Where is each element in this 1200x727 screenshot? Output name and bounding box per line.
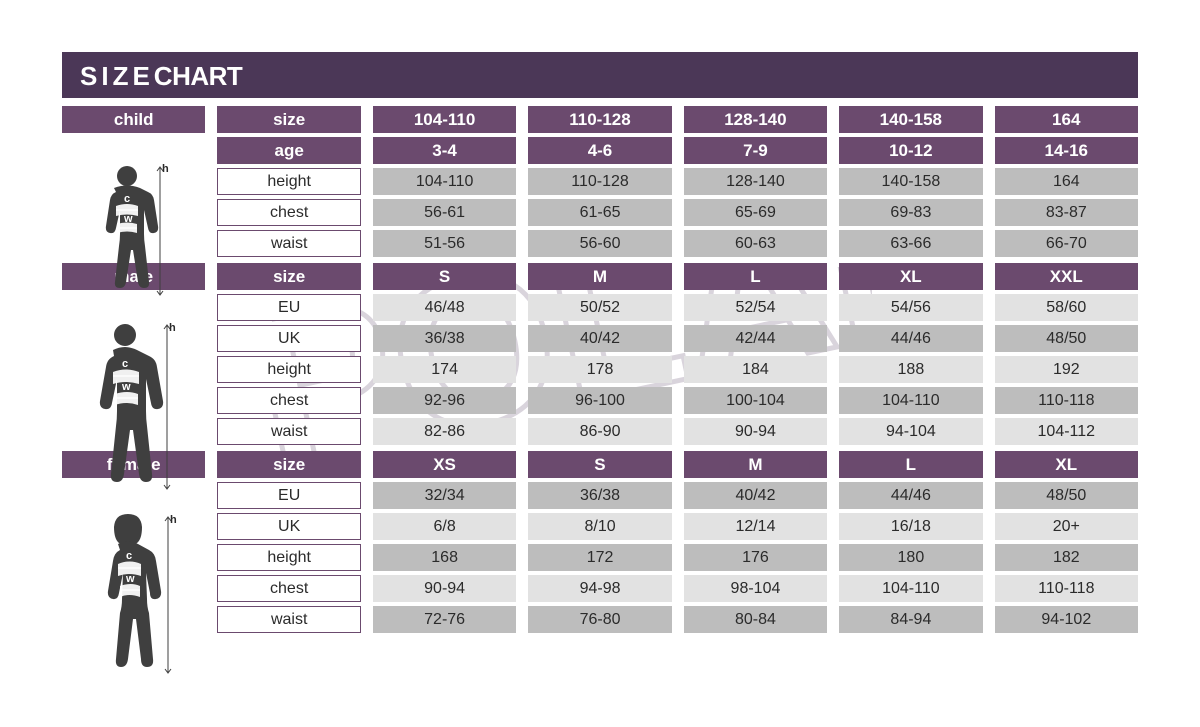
- value-cell: 82-86: [373, 418, 516, 445]
- attr-label: UK: [217, 513, 360, 540]
- attr-label: EU: [217, 482, 360, 509]
- value-cell: 51-56: [373, 230, 516, 257]
- value-cell: 4-6: [528, 137, 671, 164]
- value-cell: 66-70: [995, 230, 1138, 257]
- page-title-word2: CHART: [153, 61, 243, 91]
- attr-label: age: [217, 137, 360, 164]
- value-cell: 110-118: [995, 387, 1138, 414]
- value-cell: 56-61: [373, 199, 516, 226]
- attr-label: height: [217, 168, 360, 195]
- svg-text:w: w: [126, 573, 135, 585]
- value-cell: 44/46: [839, 325, 982, 352]
- value-cell: 182: [995, 544, 1138, 571]
- table-row: [62, 137, 1138, 164]
- value-cell: 180: [839, 544, 982, 571]
- group-label-male: male: [62, 263, 205, 290]
- value-cell: 90-94: [684, 418, 827, 445]
- value-cell: 56-60: [528, 230, 671, 257]
- attr-label: chest: [217, 387, 360, 414]
- value-cell: 128-140: [684, 168, 827, 195]
- value-cell: 3-4: [373, 137, 516, 164]
- value-cell: 63-66: [839, 230, 982, 257]
- value-cell: 36/38: [528, 482, 671, 509]
- attr-label: size: [217, 263, 360, 290]
- value-cell: 104-112: [995, 418, 1138, 445]
- male-body-figure: [67, 320, 207, 501]
- svg-text:c: c: [126, 550, 133, 562]
- value-cell: 61-65: [528, 199, 671, 226]
- svg-text:c: c: [124, 193, 131, 205]
- value-cell: 16/18: [839, 513, 982, 540]
- attr-label: EU: [217, 294, 360, 321]
- table-row: [62, 575, 1138, 602]
- value-cell: M: [528, 263, 671, 290]
- attr-label: size: [217, 451, 360, 478]
- value-cell: 20+: [995, 513, 1138, 540]
- table-row: [62, 482, 1138, 509]
- value-cell: 94-98: [528, 575, 671, 602]
- attr-label: height: [217, 544, 360, 571]
- value-cell: 65-69: [684, 199, 827, 226]
- value-cell: 69-83: [839, 199, 982, 226]
- value-cell: 98-104: [684, 575, 827, 602]
- value-cell: 140-158: [839, 168, 982, 195]
- value-cell: 54/56: [839, 294, 982, 321]
- value-cell: 36/38: [373, 325, 516, 352]
- table-row: [62, 199, 1138, 226]
- attr-label: size: [217, 106, 360, 133]
- value-cell: S: [528, 451, 671, 478]
- attr-label: waist: [217, 606, 360, 633]
- value-cell: 110-128: [528, 168, 671, 195]
- value-cell: 14-16: [995, 137, 1138, 164]
- table-row: [62, 263, 1138, 290]
- female-body-figure: [70, 512, 210, 685]
- value-cell: 83-87: [995, 199, 1138, 226]
- value-cell: 32/34: [373, 482, 516, 509]
- value-cell: 168: [373, 544, 516, 571]
- value-cell: 140-158: [839, 106, 982, 133]
- value-cell: 50/52: [528, 294, 671, 321]
- size-chart-page: [62, 52, 1138, 657]
- title-bar: [62, 52, 1138, 98]
- value-cell: 96-100: [528, 387, 671, 414]
- value-cell: 46/48: [373, 294, 516, 321]
- value-cell: 100-104: [684, 387, 827, 414]
- value-cell: 42/44: [684, 325, 827, 352]
- value-cell: 104-110: [839, 387, 982, 414]
- table-row: [62, 106, 1138, 133]
- value-cell: 92-96: [373, 387, 516, 414]
- value-cell: 110-118: [995, 575, 1138, 602]
- table-row: [62, 451, 1138, 478]
- svg-text:h: h: [170, 514, 177, 526]
- value-cell: 40/42: [684, 482, 827, 509]
- table-row: [62, 230, 1138, 257]
- svg-text:w: w: [122, 381, 131, 393]
- value-cell: 94-104: [839, 418, 982, 445]
- spacer-cell: [62, 137, 205, 164]
- table-row: [62, 418, 1138, 445]
- value-cell: 104-110: [373, 106, 516, 133]
- value-cell: 86-90: [528, 418, 671, 445]
- page-title: [80, 61, 242, 92]
- svg-text:c: c: [122, 358, 129, 370]
- value-cell: 84-94: [839, 606, 982, 633]
- size-table: [62, 106, 1138, 637]
- value-cell: 90-94: [373, 575, 516, 602]
- group-label-child: child: [62, 106, 205, 133]
- value-cell: XL: [839, 263, 982, 290]
- value-cell: 58/60: [995, 294, 1138, 321]
- page-title-word1: SIZE: [80, 61, 154, 91]
- value-cell: 76-80: [528, 606, 671, 633]
- value-cell: L: [839, 451, 982, 478]
- value-cell: 178: [528, 356, 671, 383]
- value-cell: 104-110: [839, 575, 982, 602]
- value-cell: 6/8: [373, 513, 516, 540]
- value-cell: XXL: [995, 263, 1138, 290]
- table-row: [62, 325, 1138, 352]
- table-row: [62, 387, 1138, 414]
- value-cell: 40/42: [528, 325, 671, 352]
- value-cell: 172: [528, 544, 671, 571]
- table-row: [62, 606, 1138, 633]
- value-cell: 188: [839, 356, 982, 383]
- table-row: [62, 294, 1138, 321]
- table-row: [62, 356, 1138, 383]
- attr-label: UK: [217, 325, 360, 352]
- value-cell: 128-140: [684, 106, 827, 133]
- value-cell: 192: [995, 356, 1138, 383]
- value-cell: 72-76: [373, 606, 516, 633]
- value-cell: 110-128: [528, 106, 671, 133]
- table-row: [62, 544, 1138, 571]
- value-cell: 176: [684, 544, 827, 571]
- value-cell: XS: [373, 451, 516, 478]
- table-row: [62, 168, 1138, 195]
- value-cell: 48/50: [995, 325, 1138, 352]
- value-cell: 8/10: [528, 513, 671, 540]
- value-cell: 48/50: [995, 482, 1138, 509]
- value-cell: 10-12: [839, 137, 982, 164]
- value-cell: 94-102: [995, 606, 1138, 633]
- value-cell: L: [684, 263, 827, 290]
- value-cell: 80-84: [684, 606, 827, 633]
- child-body-figure: [72, 162, 202, 307]
- value-cell: 104-110: [373, 168, 516, 195]
- value-cell: 164: [995, 168, 1138, 195]
- attr-label: chest: [217, 199, 360, 226]
- value-cell: S: [373, 263, 516, 290]
- value-cell: 7-9: [684, 137, 827, 164]
- table-row: [62, 513, 1138, 540]
- attr-label: waist: [217, 230, 360, 257]
- svg-text:h: h: [162, 163, 169, 175]
- value-cell: 12/14: [684, 513, 827, 540]
- attr-label: chest: [217, 575, 360, 602]
- value-cell: 184: [684, 356, 827, 383]
- svg-text:h: h: [169, 322, 176, 334]
- value-cell: M: [684, 451, 827, 478]
- svg-text:w: w: [124, 213, 133, 225]
- attr-label: height: [217, 356, 360, 383]
- group-label-female: female: [62, 451, 205, 478]
- value-cell: 44/46: [839, 482, 982, 509]
- value-cell: XL: [995, 451, 1138, 478]
- value-cell: 52/54: [684, 294, 827, 321]
- attr-label: waist: [217, 418, 360, 445]
- value-cell: 174: [373, 356, 516, 383]
- value-cell: 60-63: [684, 230, 827, 257]
- value-cell: 164: [995, 106, 1138, 133]
